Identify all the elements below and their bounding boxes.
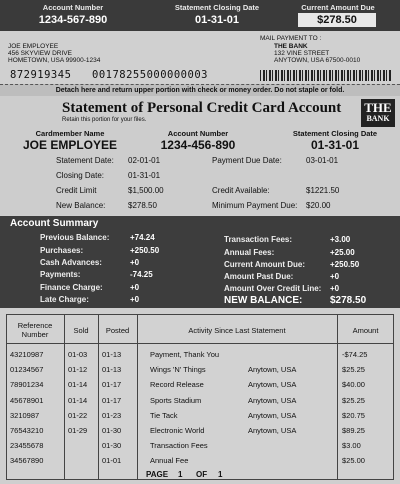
cell-amount: $20.75 (342, 410, 365, 420)
cell-reference: 34567890 (10, 456, 44, 466)
amount-due-label: Current Amount Due (301, 3, 375, 12)
summary-value: +74.24 (130, 233, 155, 242)
new-balance-label: New Balance: (56, 201, 106, 210)
summary-value: +0 (330, 272, 340, 281)
summary-value: +0 (130, 283, 140, 292)
statement-subtitle: Retain this portion for your files. (62, 117, 147, 123)
logo-line-2: BANK (366, 114, 390, 123)
summary-label: Cash Advances: (40, 258, 102, 267)
logo-line-1: THE (364, 100, 392, 115)
summary-value: +0 (330, 284, 340, 293)
cell-sold: 01-12 (68, 365, 88, 375)
cell-sold: 01-29 (68, 426, 88, 435)
summary-label: Late Charge: (40, 295, 89, 304)
cell-reference: 01234567 (10, 365, 44, 375)
cell-description: Transaction Fees (150, 441, 208, 451)
cell-description: Electronic World (150, 426, 205, 435)
summary-value: +3.00 (330, 235, 351, 244)
column-header-activity: Activity Since Last Statement (188, 326, 286, 335)
cell-location: Anytown, USA (248, 380, 297, 390)
cell-posted: 01-23 (102, 410, 122, 420)
bank-name: THE BANK (274, 43, 308, 50)
summary-value: +25.00 (330, 248, 355, 257)
bank-city: ANYTOWN, USA 67500-0010 (274, 57, 361, 64)
column-header-posted: Posted (105, 326, 130, 335)
cell-sold: 01-03 (68, 350, 88, 359)
account-number-2: 1234-456-890 (160, 138, 236, 152)
summary-value: -74.25 (130, 270, 153, 279)
cell-amount: $3.00 (342, 441, 361, 451)
new-balance-summary-label: NEW BALANCE: (224, 295, 303, 306)
cell-amount: $25.25 (342, 365, 365, 375)
page-of-label: OF (196, 470, 208, 479)
column-divider (98, 314, 99, 480)
summary-label: Annual Fees: (224, 248, 275, 257)
cell-posted: 01-30 (102, 426, 122, 435)
customer-city: HOMETOWN, USA 99900-1234 (8, 57, 101, 64)
cell-description: Wings 'N' Things (150, 365, 206, 375)
account-number-top: 1234-567-890 (38, 14, 108, 26)
cell-posted: 01-01 (102, 456, 122, 466)
credit-limit-value: $1,500.00 (128, 186, 164, 195)
closing-date-label: Statement Closing Date (174, 3, 260, 12)
summary-label: Amount Over Credit Line: (224, 284, 322, 293)
credit-available-label: Credit Available: (212, 186, 270, 195)
cell-description: Tie Tack (150, 410, 178, 420)
new-balance-summary-value: $278.50 (330, 295, 367, 306)
page-number: 1 (178, 470, 183, 479)
statement-date-value: 02-01-01 (128, 156, 161, 165)
column-divider (64, 314, 65, 480)
summary-label: Previous Balance: (40, 233, 110, 242)
page-total: 1 (218, 470, 223, 479)
payment-due-date-value: 03-01-01 (306, 156, 339, 165)
scan-line-1: 872919345 (10, 69, 72, 81)
cell-sold: 01-22 (68, 410, 88, 420)
cell-amount: -$74.25 (342, 350, 368, 359)
cell-description: Sports Stadium (150, 395, 202, 405)
cell-description: Payment, Thank You (150, 350, 220, 359)
cell-amount: $89.25 (342, 426, 365, 435)
cardmember-name: JOE EMPLOYEE (22, 138, 118, 152)
cell-location: Anytown, USA (248, 365, 297, 375)
cell-reference: 78901234 (10, 380, 44, 390)
column-header-sold: Sold (73, 326, 89, 335)
amount-due-input[interactable]: $278.50 (298, 13, 376, 27)
column-divider (137, 314, 138, 480)
payment-due-date-label: Payment Due Date: (212, 156, 282, 165)
cell-amount: $40.00 (342, 380, 365, 390)
new-balance-value: $278.50 (128, 201, 157, 210)
closing-date-field-label: Closing Date: (56, 171, 105, 180)
cell-location: Anytown, USA (248, 410, 297, 420)
cell-reference: 45678901 (10, 395, 44, 405)
cell-reference: 43210987 (10, 350, 44, 359)
cardmember-label: Cardmember Name (35, 129, 105, 138)
cell-sold: 01-14 (68, 380, 88, 390)
credit-limit-label: Credit Limit (56, 186, 97, 195)
closing-date-top: 01-31-01 (194, 14, 240, 26)
cell-description: Annual Fee (150, 456, 189, 466)
summary-value: +0 (130, 258, 140, 267)
summary-value: +250.50 (130, 246, 160, 255)
column-header-amount: Amount (352, 326, 379, 335)
account-summary-title: Account Summary (10, 218, 99, 229)
customer-name: JOE EMPLOYEE (8, 43, 59, 50)
summary-value: +250.50 (330, 260, 360, 269)
cell-description: Record Release (150, 380, 204, 390)
cell-posted: 01-13 (102, 365, 122, 375)
cell-reference: 23455678 (10, 441, 44, 451)
summary-label: Transaction Fees: (224, 235, 293, 244)
statement-title: Statement of Personal Credit Card Account (62, 100, 342, 116)
postal-barcode (260, 70, 392, 81)
cell-location: Anytown, USA (248, 426, 297, 435)
summary-label: Finance Charge: (40, 283, 103, 292)
summary-value: +0 (130, 295, 140, 304)
credit-available-value: $1221.50 (306, 186, 340, 195)
scan-line-2: 00178255000000003 (92, 69, 208, 81)
minimum-payment-value: $20.00 (306, 201, 331, 210)
mail-payment-label: MAIL PAYMENT TO : (260, 35, 322, 42)
cell-reference: 3210987 (10, 410, 40, 420)
column-divider (337, 314, 338, 480)
bank-street: 132 VINE STREET (274, 50, 330, 57)
customer-street: 456 SKYVIEW DRIVE (8, 50, 72, 57)
bank-logo (361, 99, 395, 127)
account-number-label: Account Number (42, 3, 104, 12)
summary-label: Current Amount Due: (224, 260, 306, 269)
page-label: PAGE (146, 470, 169, 479)
closing-date-label-2: Statement Closing Date (292, 129, 378, 138)
summary-label: Payments: (40, 270, 81, 279)
cell-reference: 76543210 (10, 426, 44, 435)
closing-date-field-value: 01-31-01 (128, 171, 161, 180)
cell-location: Anytown, USA (248, 395, 297, 405)
summary-label: Amount Past Due: (224, 272, 294, 281)
closing-date-2: 01-31-01 (310, 138, 360, 152)
summary-label: Purchases: (40, 246, 84, 255)
cell-posted: 01-30 (102, 441, 122, 451)
cell-posted: 01-17 (102, 380, 122, 390)
detach-instruction: Detach here and return upper portion with check or money order. Do not staple or fold. (0, 84, 400, 96)
column-header-reference: Reference Number (17, 321, 53, 339)
cell-posted: 01-17 (102, 395, 122, 405)
cell-posted: 01-13 (102, 350, 122, 359)
cell-sold: 01-14 (68, 395, 88, 405)
minimum-payment-label: Minimum Payment Due: (212, 201, 298, 210)
cell-amount: $25.00 (342, 456, 365, 466)
cell-amount: $25.25 (342, 395, 365, 405)
statement-date-label: Statement Date: (56, 156, 114, 165)
account-number-label-2: Account Number (167, 129, 229, 138)
